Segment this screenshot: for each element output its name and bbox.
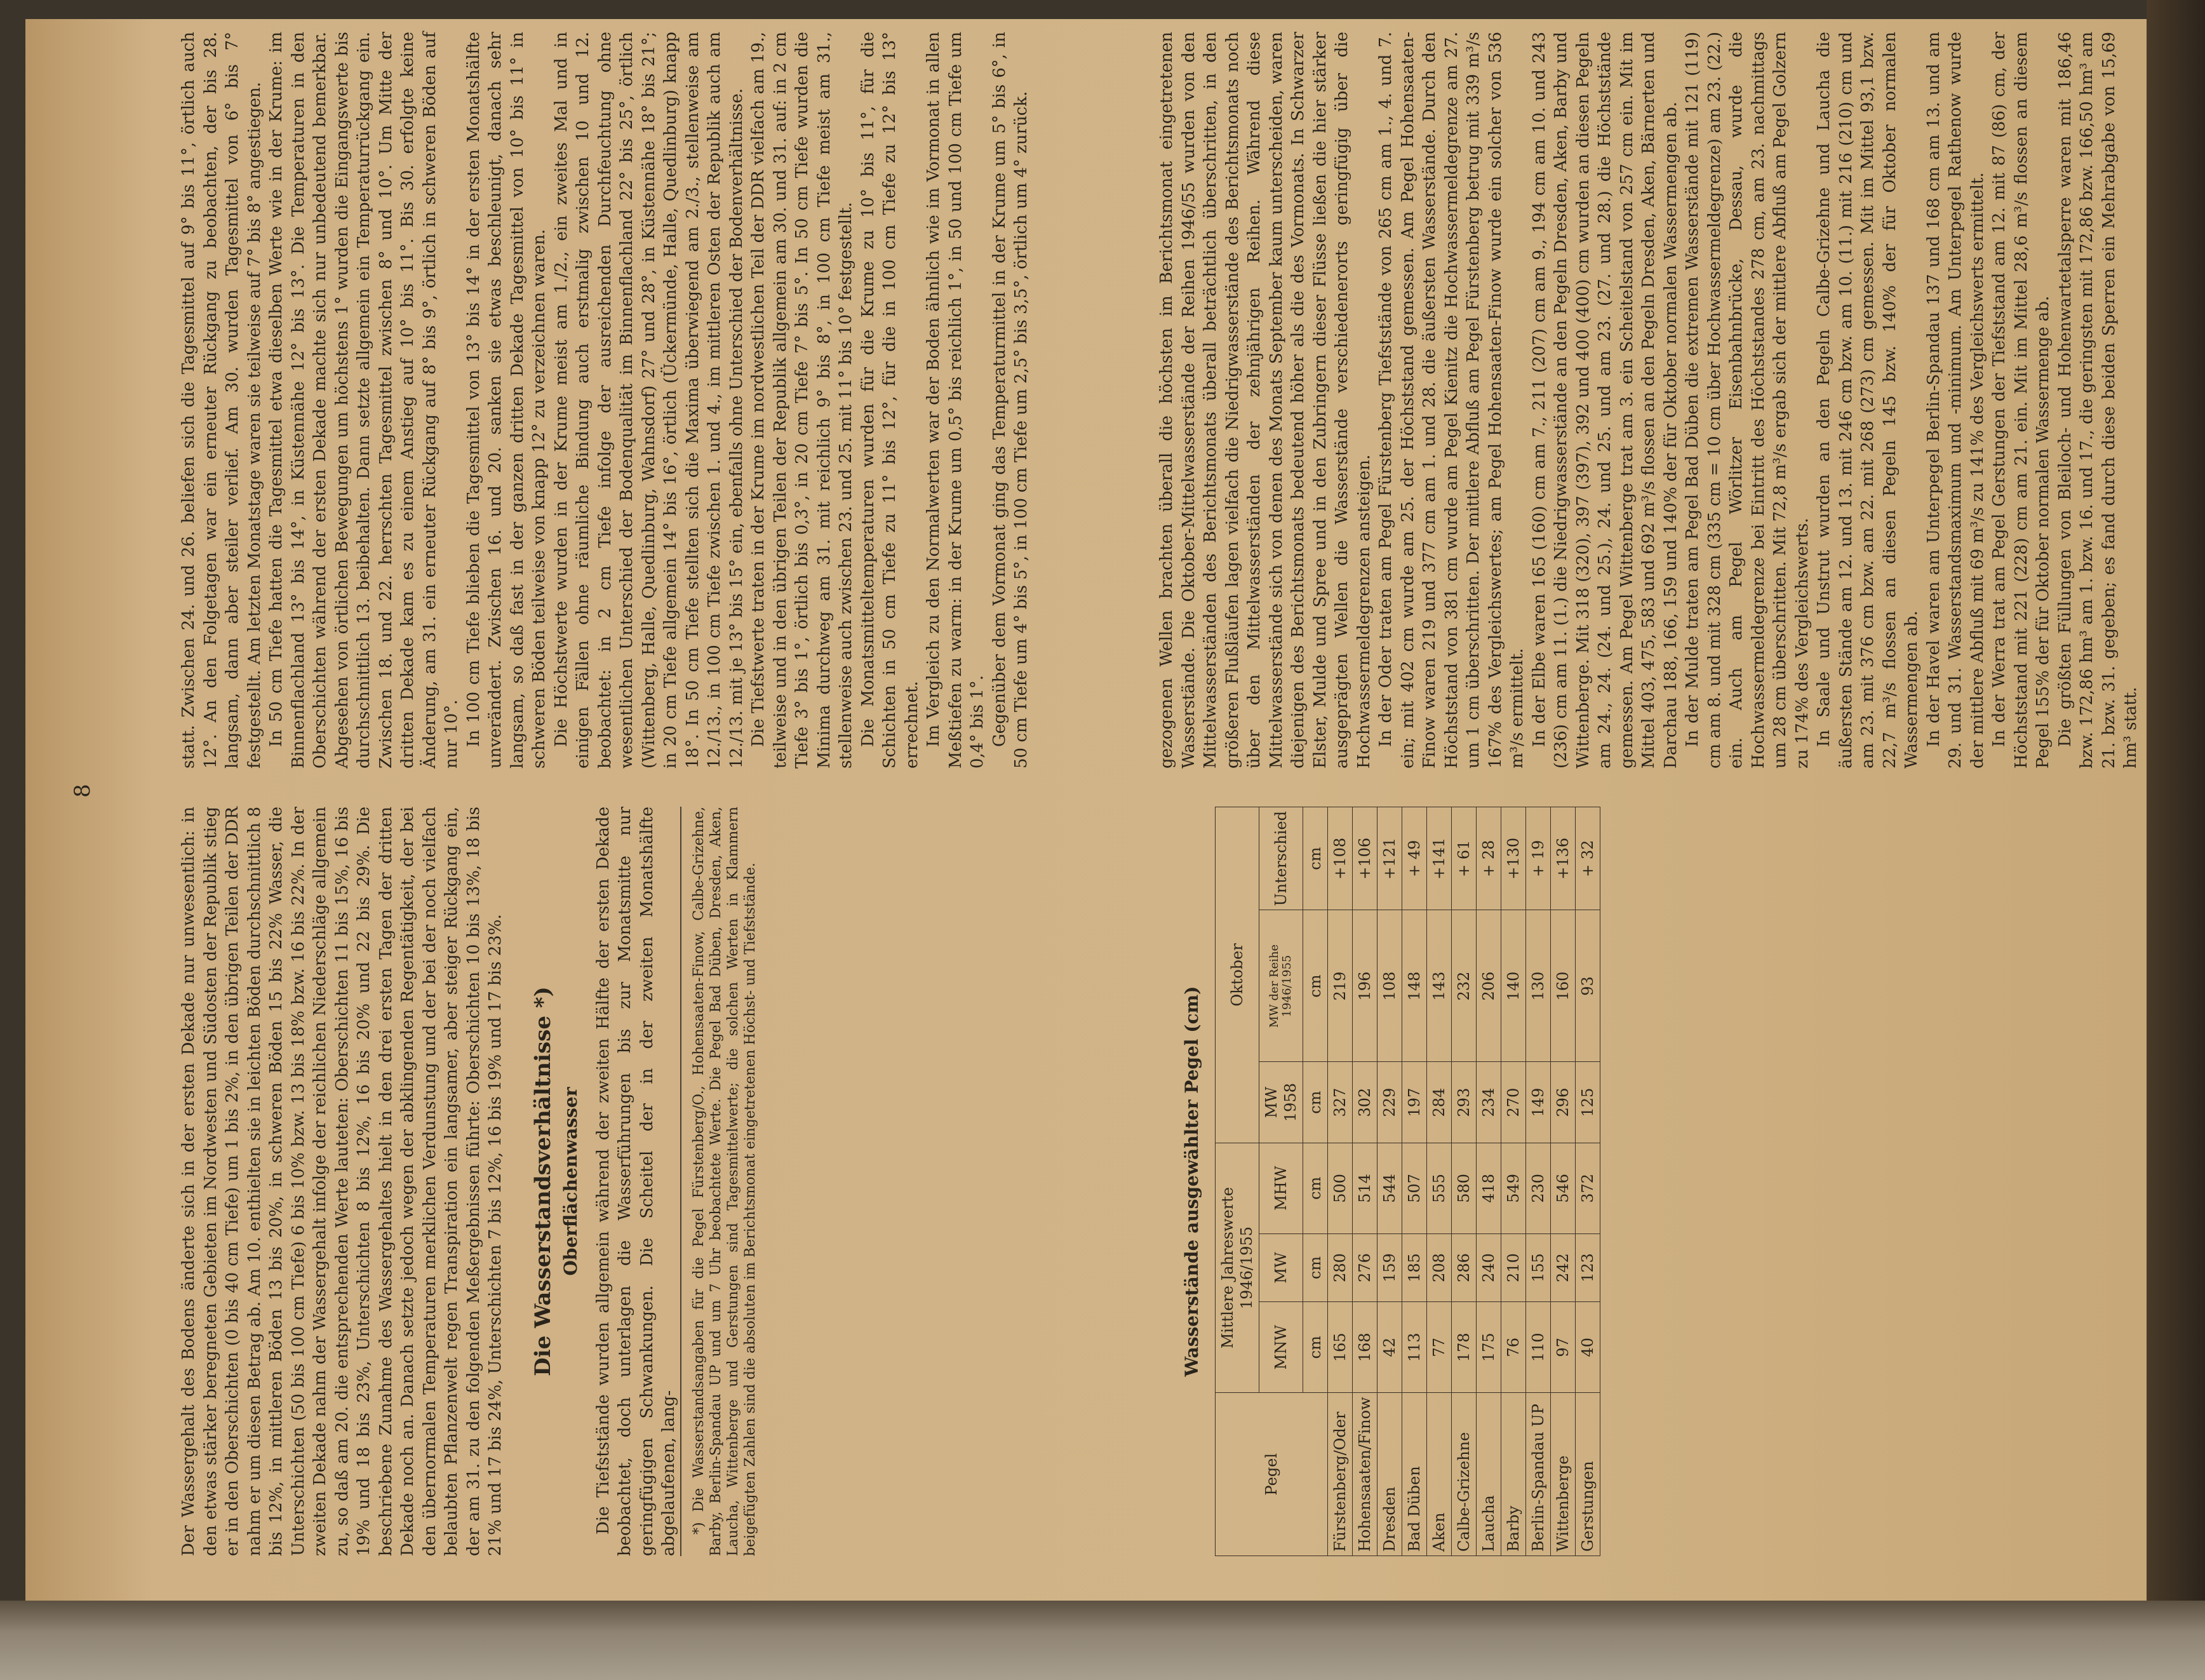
diff-value: + 28 — [1476, 807, 1501, 911]
mw-value: 210 — [1501, 1233, 1525, 1301]
text-column-1 — [178, 32, 1033, 769]
mwr-value: 160 — [1550, 910, 1575, 1062]
mwr-value: 232 — [1451, 910, 1476, 1062]
table-row — [1451, 807, 1476, 1556]
mwr-value: 196 — [1352, 910, 1377, 1062]
diff-value: +136 — [1550, 807, 1575, 911]
section-heading: Die Wasserstandsverhältnisse *) — [530, 986, 556, 1376]
mwr-value: 140 — [1501, 910, 1525, 1062]
paragraph: In 100 cm Tiefe blieben die Tagesmittel von 13° bis 14° in der ersten Monatshälfte unverändert. Zwischen 16. und 20. sanken sie etwas beschleunigt, danach sehr langsam, so daß fast in der ganzen dritten Dekade Tagesmittel von 10° bis 11° in schweren Böden teilweise von knapp 12° zu verzeichnen waren. — [464, 32, 549, 769]
mw58-value: 296 — [1550, 1062, 1575, 1143]
mw-value: 276 — [1352, 1233, 1377, 1301]
mw-value: 280 — [1327, 1233, 1352, 1301]
mw58-value: 197 — [1402, 1062, 1426, 1143]
pegel-name: Wittenberge — [1550, 1393, 1575, 1556]
diff-value: + 32 — [1575, 807, 1600, 911]
gauge-table-body — [1327, 807, 1600, 1556]
table-row — [1352, 807, 1377, 1556]
mwr-value: 148 — [1402, 910, 1426, 1062]
mnw-value: 178 — [1451, 1302, 1476, 1393]
book-binding — [2147, 0, 2205, 1680]
paragraph: Die Höchstwerte wurden in der Krume meist am 1./2., ein zweites Mal und in einigen Fällen ohne räumliche Bindung auch erstmalig zwischen 10 und 12. beobachtet: in 2 cm Tiefe infolge der ausreichenden Durchfeuchtung ohne wesentlichen Unterschied der Bodenqualität im Binnenflachland 22° bis 25°, örtlich (Wittenberg, Halle, Quedlinburg, Wahnsdorf) 27° und 28°, in Küstennähe 18° bis 21°; in 20 cm Tiefe allgemein 14° bis 16°, örtlich (Ückermünde, Halle, Quedlinburg) knapp 18°. In 50 cm Tiefe stellten sich die Maxima überwiegend am 2./3., stellenweise am 12./13., in 100 cm Tiefe zwischen 1. und 4., im mittleren Osten der Republik auch am 12./13. mit je 13° bis 15° ein, ebenfalls ohne Unterschied der Bodenverhältnisse. — [551, 32, 746, 769]
paragraph: In 50 cm Tiefe hatten die Tagesmittel etwa dieselben Werte wie in der Krume: im Binnenflachland 13° bis 14°, in Küstennähe 12° bis 13°. Die Temperaturen in den Oberschichten während der ersten Dekade machte sich nur unbedeutend bemerkbar. Abgesehen von örtlichen Bewegungen um höchstens 1° wurden die Eingangswerte bis durchschnittlich 13. beibehalten. Dann setzte allgemein ein Temperaturrückgang ein. Zwischen 18. und 22. herrschten Tagesmittel zwischen 8° und 10°. Um Mitte der dritten Dekade kam es zu einem Anstieg auf 10° bis 11°. Bis 30. erfolgte keine Änderung, am 31. ein erneuter Rückgang auf 8° bis 9°, örtlich in schweren Böden auf nur 10°. — [267, 32, 461, 769]
pegel-name: Bad Düben — [1402, 1393, 1426, 1556]
mw58-value: 302 — [1352, 1062, 1377, 1143]
mnw-value: 77 — [1426, 1302, 1451, 1393]
mhw-value: 500 — [1327, 1143, 1352, 1233]
paragraph: In Saale und Unstrut wurden an den Pegeln Calbe-Grizehne und Lauchа die äußersten Stände am 12. und 13. mit 246 cm bzw. am 10. (11.) mit 216 (210) cm und am 23. mit 376 cm bzw. am 22. mit 268 (273) cm gemessen. Mit im Mittel 93,1 bzw. 22,7 m³/s flossen an diesen Pegeln 145 bzw. 140% der für Oktober normalen Wassermengen ab. — [1814, 32, 1921, 769]
mw-value: 185 — [1402, 1233, 1426, 1301]
mw-value: 159 — [1377, 1233, 1402, 1301]
paragraph: statt. Zwischen 24. und 26. beliefen sich die Tagesmittel auf 9° bis 11°, örtlich auch 12°. An den Folgetagen war ein erneuter Rückgang zu beobachten, der bis 28. langsam, dann aber steiler verlief. Am 30. wurden Tagesmittel von 6° bis 7° festgestellt. Am letzten Monatstage waren sie teilweise auf 7° bis 8° angestiegen. — [179, 32, 264, 769]
mwr-value: 93 — [1575, 910, 1600, 1062]
pegel-name: Dresden — [1377, 1393, 1402, 1556]
paragraph: In der Werra trat am Pegel Gerstungen der Tiefststand am 12. mit 87 (86) cm, der Höchststand mit 221 (228) cm am 21. ein. Mit im Mittel 28,6 m³/s flossen an diesem Pegel 155% der für Oktober normalen Wassermenge ab. — [1990, 32, 2053, 769]
header-mhw: MHW — [1259, 1143, 1303, 1233]
header-mw: MW — [1259, 1233, 1303, 1301]
gauge-table — [1215, 807, 1600, 1556]
mhw-value: 580 — [1451, 1143, 1476, 1233]
table-row — [1377, 807, 1402, 1556]
mnw-value: 97 — [1550, 1302, 1575, 1393]
footnote: *) Die Wasserstandsangaben für die Pegel Fürstenberg/O., Hohensaaten-Finow, Calbe-Grizehne, Barby, Berlin-Spandau UP und um 7 Uhr beobachtete Werte. Die Pegel Bad Düben, Dresden, Aken, Lauchа, Wittenberge und Gerstungen sind Tagesmittelwerte; die solchen Werten in Klammern beigefügten Zahlen sind die absoluten im Berichtsmonat eingetretenen Höchst- und Tiefststände. — [680, 807, 759, 1556]
mnw-value: 165 — [1327, 1302, 1352, 1393]
paragraph: Im Vergleich zu den Normalwerten war der Boden ähnlich wie im Vormonat in allen Meßtiefen zu warm: in der Krume um 0,5° bis reichlich 1°, in 50 und 100 cm Tiefe um 0,4° bis 1°. — [924, 32, 987, 769]
paragraph: In der Havel waren am Unterpegel Berlin-Spandau 137 und 168 cm am 13. und am 29. und 31. Wasserstandsmaximum und -minimum. Am Unterpegel Rathenow wurde der mittlere Abfluß mit 69 m³/s zu 141% des Vergleichswerts ermittelt. — [1924, 32, 1987, 769]
table-row — [1575, 807, 1600, 1556]
mw58-value: 327 — [1327, 1062, 1352, 1143]
book-bottom-edge — [0, 1601, 2205, 1680]
mw-value: 123 — [1575, 1233, 1600, 1301]
mhw-value: 372 — [1575, 1143, 1600, 1233]
unit-cm: cm — [1303, 910, 1327, 1062]
unit-cm: cm — [1303, 1233, 1327, 1301]
paragraph: Gegenüber dem Vormonat ging das Temperaturmittel in der Krume um 5° bis 6°, in 50 cm Tiefe um 4° bis 5°, in 100 cm Tiefe um 2,5° bis 3,5°, örtlich um 4° zurück. — [989, 32, 1031, 769]
table-title: Wasserstände ausgewählter Pegel (cm) — [1181, 986, 1202, 1377]
pegel-name: Lauchа — [1476, 1393, 1501, 1556]
mw58-value: 234 — [1476, 1062, 1501, 1143]
paragraph: gezogenen Wellen brachten überall die höchsten im Berichtsmonat eingetretenen Wasserstände. Die Oktober-Mittelwasserstände der Reihen 1946/55 wurden von den Mittelwasserständen des Berichtsmonats überall beträchtlich überschritten, in den größeren Flußläufen lagen vielfach die Niedrigwasserstände des Berichtsmonats noch über den Mittelwasserständen der zehnjährigen Reihen. Während diese Mittelwasserstände sich von denen des Monats September kaum unterscheiden, waren diejenigen des Berichtsmonats bedeutend höher als die des Vormonats. In Schwarzer Elster, Mulde und Spree und in den Zubringern dieser Flüsse ließen die hier stärker ausgeprägten Wellen die Wasserstände verschiedenerorts geringfügig über die Hochwassermeldegrenzen ansteigen. — [1157, 32, 1374, 769]
table-row — [1501, 807, 1525, 1556]
mhw-value: 418 — [1476, 1143, 1501, 1233]
text-column-2 — [178, 807, 759, 1556]
header-mnw: MNW — [1259, 1302, 1303, 1393]
mw58-value: 284 — [1426, 1062, 1451, 1143]
header-oktober: Oktober — [1215, 807, 1259, 1143]
mw-value: 286 — [1451, 1233, 1476, 1301]
paragraph: Die Tiefstwerte traten in der Krume im nordwestlichen Teil der DDR vielfach am 19., teilweise und in den übrigen Teilen der Republik allgemein am 30. und 31. auf: in 2 cm Tiefe 3° bis 1°, örtlich bis 0,3°, in 20 cm Tiefe 7° bis 5°. In 50 cm Tiefe wurden die Minima durchweg am 31. mit reichlich 9° bis 8°, in 100 cm Tiefe meist am 31., stellenweise auch zwischen 23. und 25. mit 11° bis 10° festgestellt. — [749, 32, 855, 769]
paragraph: Die größten Füllungen von Bleiloch- und Hohenwartetalsperre waren mit 186,46 bzw. 172,86 hm³ am 1. bzw. 16. und 17., die geringsten mit 172,86 bzw. 166,50 hm³ am 21. bzw. 31. gegeben; es fand durch diese beiden Sperren ein Mehrabgabe von 15,69 hm³ statt. — [2055, 32, 2140, 769]
diff-value: +130 — [1501, 807, 1525, 911]
mw-value: 155 — [1525, 1233, 1550, 1301]
mhw-value: 544 — [1377, 1143, 1402, 1233]
pegel-name: Berlin-Spandau UP — [1525, 1393, 1550, 1556]
table-row — [1525, 807, 1550, 1556]
mw-value: 208 — [1426, 1233, 1451, 1301]
mw58-value: 149 — [1525, 1062, 1550, 1143]
mhw-value: 507 — [1402, 1143, 1426, 1233]
unit-cm: cm — [1303, 1062, 1327, 1143]
mw58-value: 270 — [1501, 1062, 1525, 1143]
mhw-value: 549 — [1501, 1143, 1525, 1233]
diff-value: + 49 — [1402, 807, 1426, 911]
mwr-value: 108 — [1377, 910, 1402, 1062]
table-row — [1327, 807, 1352, 1556]
header-mw-1958: MW 1958 — [1259, 1062, 1303, 1143]
mhw-value: 514 — [1352, 1143, 1377, 1233]
pegel-name: Barby — [1501, 1393, 1525, 1556]
diff-value: +108 — [1327, 807, 1352, 911]
diff-value: + 61 — [1451, 807, 1476, 911]
paragraph: Die Tiefststände wurden allgemein während der zweiten Hälfte der ersten Dekade beobachtet, doch unterlagen die Wasserführungen bis zur Monatsmitte nur geringfügigen Schwankungen. Die Scheitel der in der zweiten Monatshälfte abgelaufenen, lang- — [593, 807, 678, 1556]
paragraph: In der Mulde traten am Pegel Bad Düben die extremen Wasserstände mit 121 (119) cm am 8. und mit 328 cm (335 cm = 10 cm über Hochwassermeldegrenze) am 23. (22.) ein. Auch am Pegel Wörlitzer Eisenbahnbrücke, Dessau, wurde die Hochwassermeldegrenze bei Eintritt des Höchststandes 278 cm, am 23. nachmittags um 28 cm überschritten. Mit 72,8 m³/s ergab sich der mittlere Abfluß am Pegel Golzern zu 174% des Vergleichswerts. — [1683, 32, 1812, 769]
mhw-value: 230 — [1525, 1143, 1550, 1233]
table-row — [1476, 807, 1501, 1556]
unit-cm: cm — [1303, 1143, 1327, 1233]
pegel-name: Gerstungen — [1575, 1393, 1600, 1556]
pegel-name: Aken — [1426, 1393, 1451, 1556]
mw58-value: 229 — [1377, 1062, 1402, 1143]
paragraph: Der Wassergehalt des Bodens änderte sich in der ersten Dekade nur unwesentlich: in den etwas stärker beregneten Gebieten im Nordwesten und Südosten der Republik stieg er in den Oberschichten (0 bis 40 cm Tiefe) um 1 bis 2%, in den übrigen Teilen der DDR nahm er um diesen Betrag ab. Am 10. enthielten sie in leichten Böden durchschnittlich 8 bis 12%, in mittleren Böden 13 bis 20%, in schweren Böden 15 bis 22% Wasser, die Unterschichten (50 bis 100 cm Tiefe) 6 bis 10% bzw. 13 bis 18% bzw. 16 bis 22%. In der zweiten Dekade nahm der Wassergehalt infolge der reichlichen Niederschläge allgemein zu, so daß am 20. die entsprechenden Werte lauteten: Oberschichten 11 bis 15%, 16 bis 19% und 18 bis 23%, Unterschichten 8 bis 12%, 16 bis 20% und 22 bis 29%. Die beschriebene Zunahme des Wassergehaltes hielt in den drei ersten Tagen der dritten Dekade noch an. Danach setzte jedoch wegen der abklingenden Regentätigkeit, der bei den übernormalen Temperaturen merklichen Verdunstung und der bei der noch vielfach belaubten Pflanzenwelt regen Transpiration ein langsamer, aber steiger Rückgang ein, der am 31. zu den folgenden Meßergebnissen führte: Oberschichten 10 bis 13%, 18 bis 21% und 17 bis 24%, Unterschichten 7 bis 12%, 16 bis 19% und 17 bis 23%. — [179, 807, 505, 1556]
unit-cm: cm — [1303, 807, 1327, 911]
mhw-value: 546 — [1550, 1143, 1575, 1233]
diff-value: +106 — [1352, 807, 1377, 911]
mnw-value: 113 — [1402, 1302, 1426, 1393]
paragraph: Die Monatsmitteltemperaturen wurden für die Krume zu 10° bis 11°, für die Schichten in 50 cm Tiefe zu 11° bis 12°, für die in 100 cm Tiefe zu 12° bis 13° errechnet. — [858, 32, 922, 769]
paragraph: In der Elbe waren 165 (160) cm am 7., 211 (207) cm am 9., 194 cm am 10. und 243 (236) cm am 11. (1.) die Niedrigwasserstände an den Pegeln Dresden, Aken, Barby und Wittenberge. Mit 318 (320), 397 (397), 392 und 400 (400) cm wurden an diesen Pegeln am 24., 24. (24. und 25.), 24. und 25. und am 23. (27. und 28.) die Höchststände gemessen. Am Pegel Wittenberge trat am 3. ein Scheitelstand von 257 cm ein. Mit im Mittel 403, 475, 583 und 692 m³/s flossen an den Pegeln Dresden, Aken, Bärnerten und Darchau 188, 166, 159 und 140% der für Oktober normalen Wassermengen ab. — [1529, 32, 1680, 769]
diff-value: +141 — [1426, 807, 1451, 911]
mhw-value: 555 — [1426, 1143, 1451, 1233]
page-number: 8 — [70, 784, 95, 798]
table-row — [1426, 807, 1451, 1556]
mwr-value: 130 — [1525, 910, 1550, 1062]
header-unterschied: Unterschied — [1259, 807, 1303, 911]
mw58-value: 293 — [1451, 1062, 1476, 1143]
table-row — [1402, 807, 1426, 1556]
mnw-value: 175 — [1476, 1302, 1501, 1393]
mw-value: 242 — [1550, 1233, 1575, 1301]
mwr-value: 143 — [1426, 910, 1451, 1062]
table-column — [1156, 807, 1600, 1556]
mnw-value: 76 — [1501, 1302, 1525, 1393]
mnw-value: 40 — [1575, 1302, 1600, 1393]
mw-value: 240 — [1476, 1233, 1501, 1301]
header-mw-reihe: MW der Reihe 1946/1955 — [1259, 910, 1303, 1062]
pegel-name: Fürstenberg/Oder — [1327, 1393, 1352, 1556]
mwr-value: 219 — [1327, 910, 1352, 1062]
diff-value: + 19 — [1525, 807, 1550, 911]
pegel-name: Calbe-Grizehne — [1451, 1393, 1476, 1556]
header-mittlere-jahreswerte: Mittlere Jahreswerte 1946/1955 — [1215, 1143, 1259, 1393]
section-subheading: Oberflächenwasser — [560, 1087, 581, 1276]
pegel-name: Hohensaaten/Finow — [1352, 1393, 1377, 1556]
unit-cm: cm — [1303, 1302, 1327, 1393]
rotated-text-block — [25, 0, 2147, 1582]
paragraph: In der Oder traten am Pegel Fürstenberg Tiefststände von 265 cm am 1., 4. und 7. ein; mit 402 cm wurde am 25. der Höchststand gemessen. Am Pegel Hohensaaten-Finow waren 219 und 377 cm am 1. und 28. die äußersten Wasserstände. Durch den Höchststand von 381 cm wurde am Pegel Kienitz die Hochwassermeldegrenze am 27. um 1 cm überschritten. Der mittlere Abfluß am Pegel Fürstenberg betrug mit 339 m³/s 167% des Vergleichswertes; am Pegel Hohensaaten-Finow wurde ein solcher von 536 m³/s ermittelt. — [1376, 32, 1527, 769]
mnw-value: 42 — [1377, 1302, 1402, 1393]
table-row — [1550, 807, 1575, 1556]
mwr-value: 206 — [1476, 910, 1501, 1062]
mnw-value: 168 — [1352, 1302, 1377, 1393]
text-column-3 — [1156, 32, 2142, 769]
header-pegel: Pegel — [1215, 1393, 1327, 1556]
mw58-value: 125 — [1575, 1062, 1600, 1143]
diff-value: +121 — [1377, 807, 1402, 911]
mnw-value: 110 — [1525, 1302, 1550, 1393]
